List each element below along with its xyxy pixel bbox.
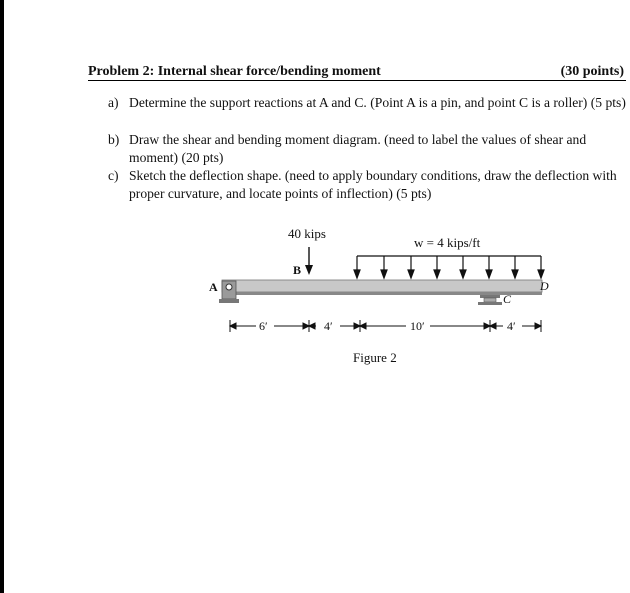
label-b: B (293, 263, 302, 277)
label-d: D (540, 279, 549, 293)
distributed-load (354, 256, 544, 278)
beam-shadow (222, 292, 542, 295)
beam (222, 280, 542, 292)
roller-support-icon (478, 295, 502, 305)
question-c-text: Sketch the deflection shape. (need to apply boundary conditions, draw the deflection with proper curvature, and locate points of inflection) (5 pts) (129, 168, 617, 201)
distributed-load-arrows (354, 256, 544, 278)
figure-caption: Figure 2 (353, 350, 397, 365)
question-c-marker: c) (108, 168, 119, 183)
label-a: A (209, 280, 218, 294)
dimension-label-1: 6′ (259, 319, 268, 333)
point-load-arrow-icon (305, 247, 313, 275)
dimension-line (230, 320, 541, 332)
pin-support-icon (219, 281, 239, 303)
question-b-marker: b) (108, 132, 120, 147)
dimension-label-3: 10′ (410, 319, 425, 333)
question-b-text: Draw the shear and bending moment diagram. (need to label the values of shear and moment) (20 pts) (129, 132, 587, 165)
question-a-text: Determine the support reactions at A and C. (Point A is a pin, and point C is a roller) (5 pts) (129, 95, 626, 110)
problem-title: Problem 2: Internal shear force/bending moment (88, 64, 381, 79)
point-load-label: 40 kips (288, 226, 326, 241)
question-a-marker: a) (108, 95, 119, 110)
problem-points: (30 points) (560, 64, 624, 79)
label-c: C (503, 292, 512, 306)
dimension-label-2: 4′ (324, 319, 333, 333)
dimension-label-4: 4′ (507, 319, 516, 333)
distributed-load-label: w = 4 kips/ft (414, 235, 481, 250)
